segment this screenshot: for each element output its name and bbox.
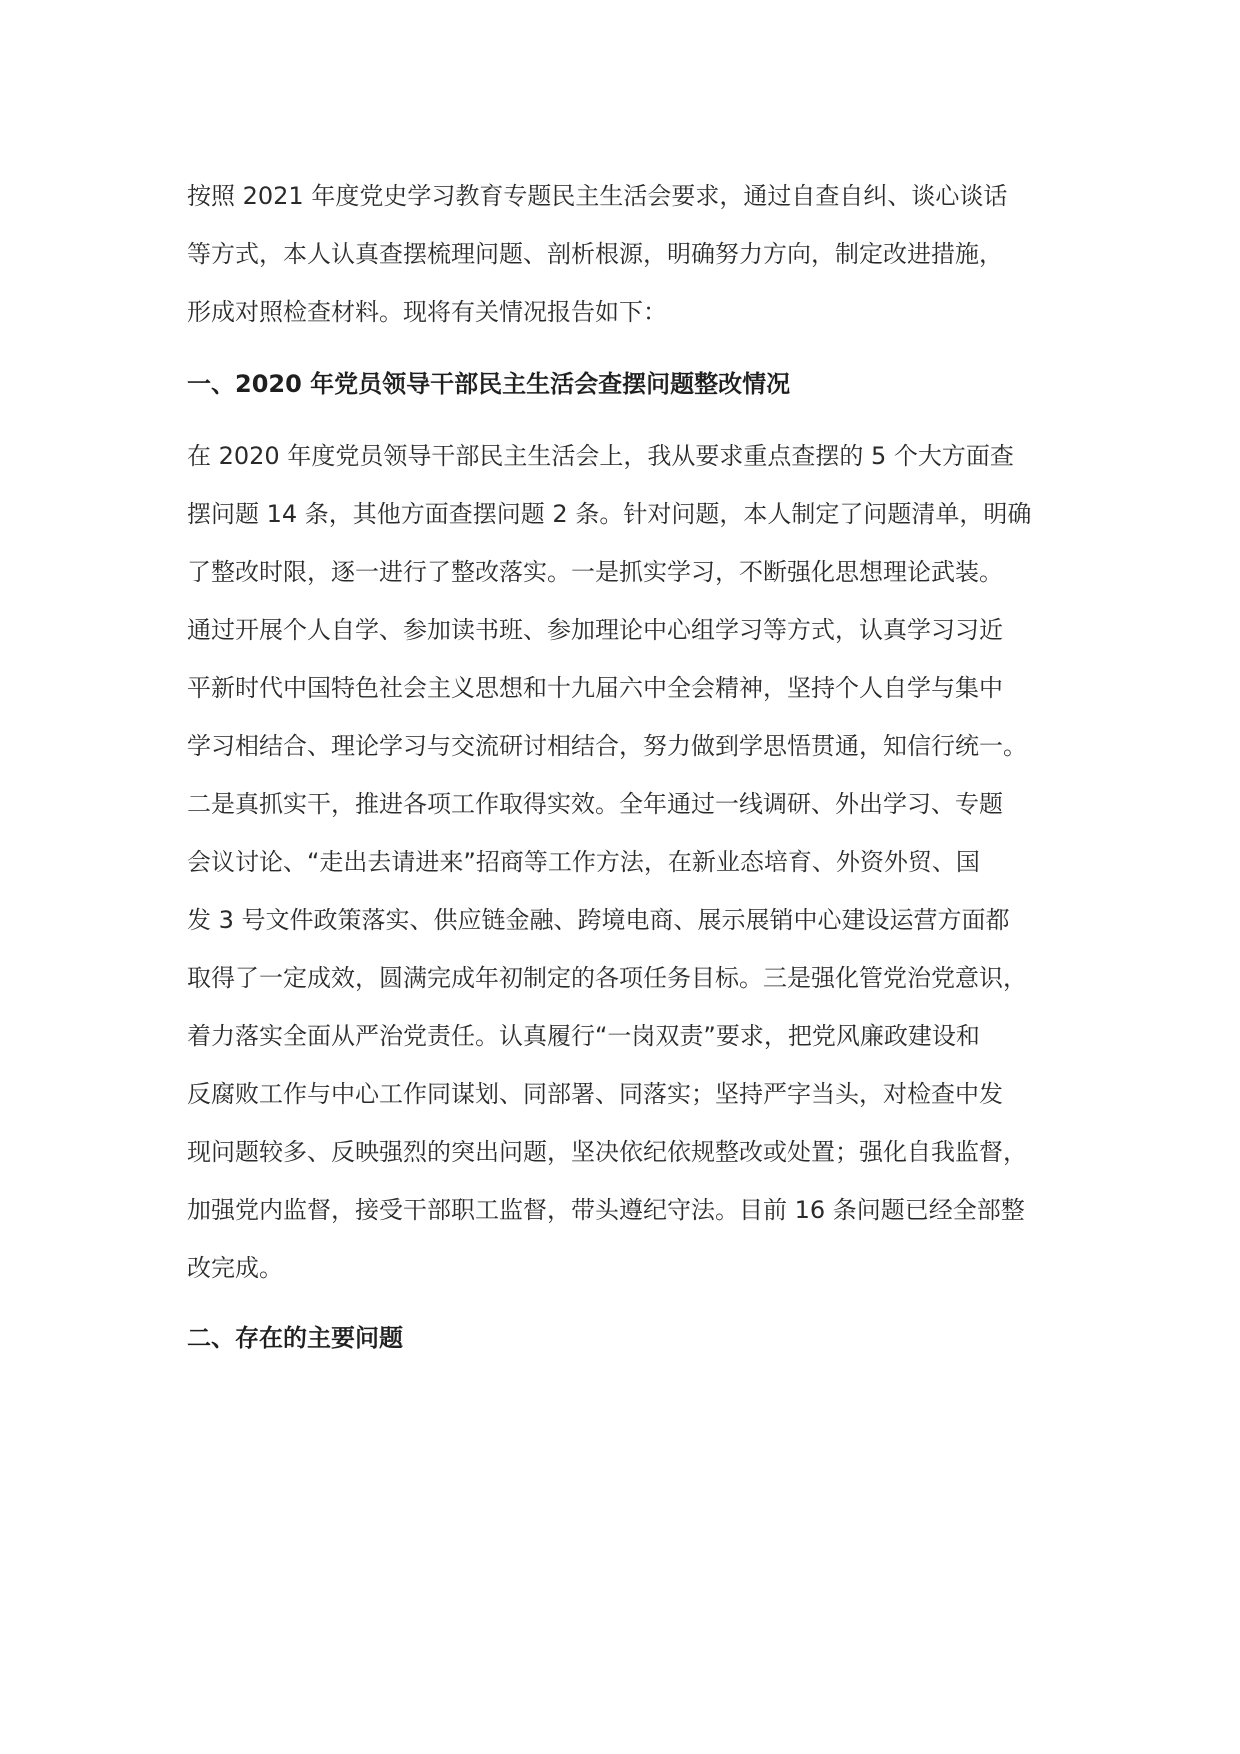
intro-line-3: 形成对照检查材料。现将有关情况报告如下： [187, 298, 667, 326]
section-2-heading: 二、存在的主要问题 [187, 1324, 403, 1352]
section-1-line-3: 了整改时限，逐一进行了整改落实。一是抓实学习，不断强化思想理论武装。 [187, 558, 1003, 586]
section-1-line-11: 着力落实全面从严治党责任。认真履行“一岗双责”要求，把党风廉政建设和 [187, 1022, 980, 1050]
section-1-line-7: 二是真抓实干，推进各项工作取得实效。全年通过一线调研、外出学习、专题 [187, 790, 1003, 818]
section-1-line-1: 在 2020 年度党员领导干部民主生活会上，我从要求重点查摆的 5 个大方面查 [187, 442, 1014, 470]
intro-line-1: 按照 2021 年度党史学习教育专题民主生活会要求，通过自查自纠、谈心谈话 [187, 182, 1008, 210]
section-1-line-10: 取得了一定成效，圆满完成年初制定的各项任务目标。三是强化管党治党意识， [187, 964, 1027, 992]
section-1-line-15: 改完成。 [187, 1254, 283, 1282]
section-1-line-4: 通过开展个人自学、参加读书班、参加理论中心组学习等方式，认真学习习近 [187, 616, 1003, 644]
section-1-line-5: 平新时代中国特色社会主义思想和十九届六中全会精神，坚持个人自学与集中 [187, 674, 1003, 702]
section-1-line-13: 现问题较多、反映强烈的突出问题，坚决依纪依规整改或处置；强化自我监督， [187, 1138, 1027, 1166]
intro-line-2: 等方式，本人认真查摆梳理问题、剖析根源，明确努力方向，制定改进措施， [187, 240, 1003, 268]
section-1-line-6: 学习相结合、理论学习与交流研讨相结合，努力做到学思悟贯通，知信行统一。 [187, 732, 1027, 760]
section-1-line-9: 发 3 号文件政策落实、供应链金融、跨境电商、展示展销中心建设运营方面都 [187, 906, 1010, 934]
section-1-line-8: 会议讨论、“走出去请进来”招商等工作方法，在新业态培育、外资外贸、国 [187, 848, 980, 876]
section-1-heading: 一、2020 年党员领导干部民主生活会查摆问题整改情况 [187, 370, 791, 398]
section-1-line-2: 摆问题 14 条，其他方面查摆问题 2 条。针对问题，本人制定了问题清单，明确 [187, 500, 1032, 528]
section-1-line-12: 反腐败工作与中心工作同谋划、同部署、同落实；坚持严字当头，对检查中发 [187, 1080, 1003, 1108]
section-1-line-14: 加强党内监督，接受干部职工监督，带头遵纪守法。目前 16 条问题已经全部整 [187, 1196, 1025, 1224]
